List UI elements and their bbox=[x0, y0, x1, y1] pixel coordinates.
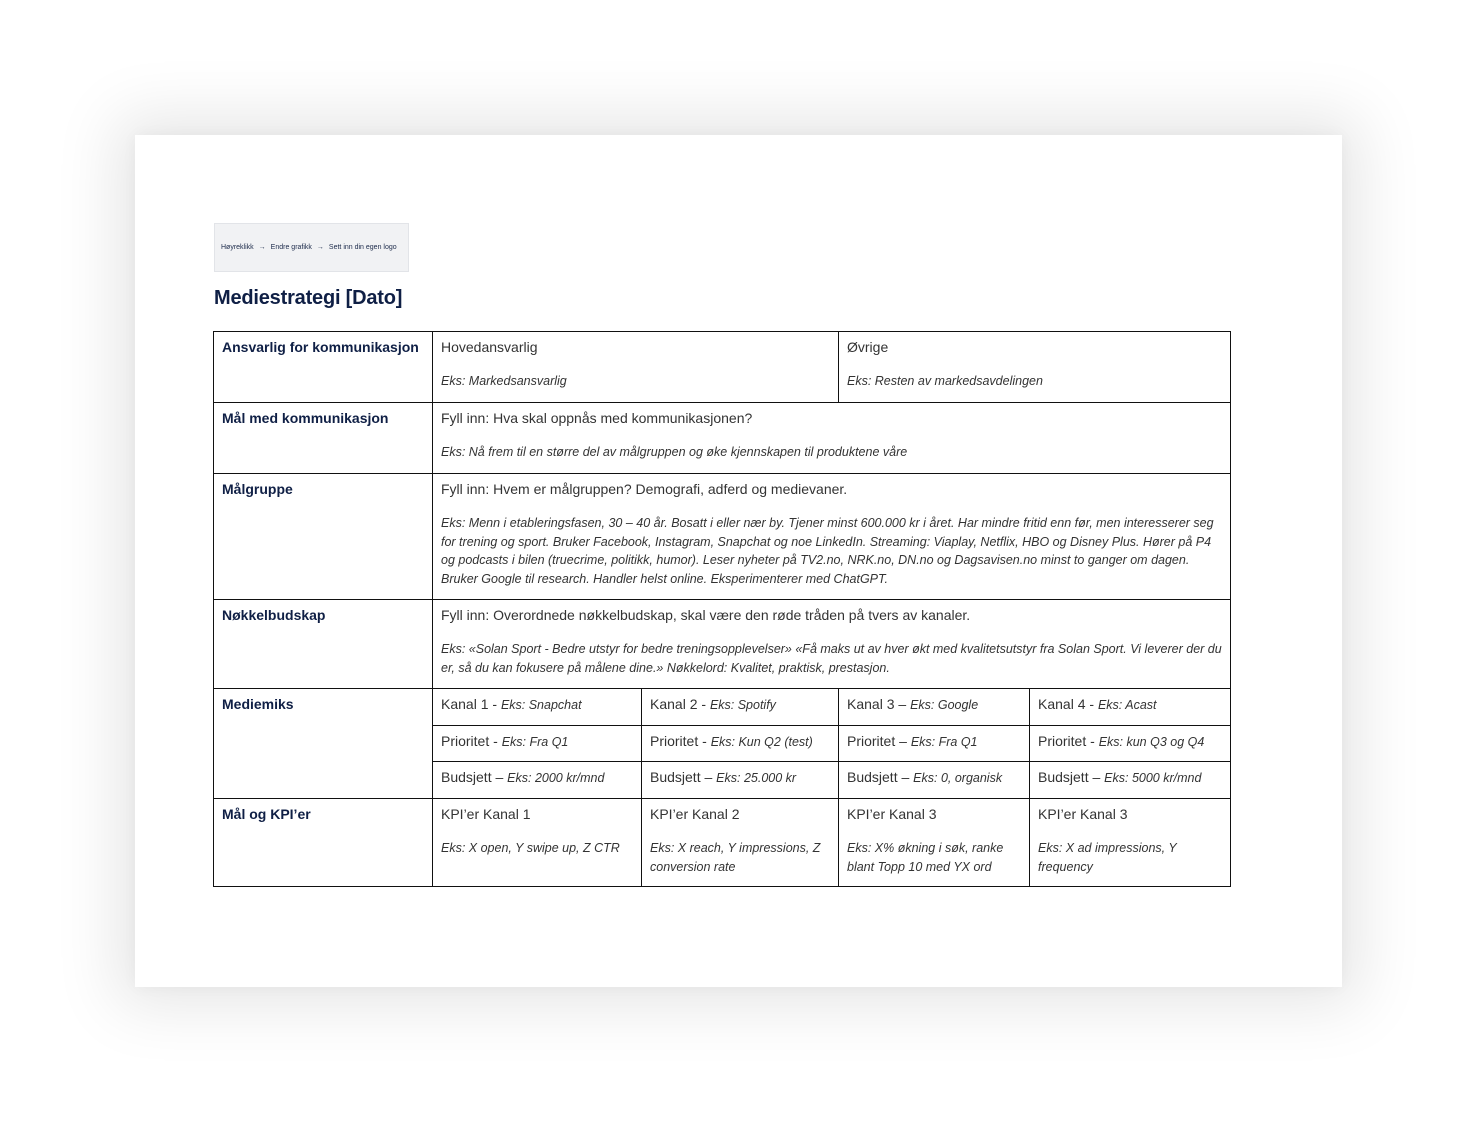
maalgruppe-example: Eks: Menn i etableringsfasen, 30 – 40 år. Bosatt i eller nær by. Tjener minst 600.000 kr i året. Har mindre fritid enn før, men interesserer seg for trening og sport. Bruker Facebook, Instagram, Snapchat og noe LinkedIn. Streaming: Viaplay, Netflix, HBO og Disney Plus. Hører på P4 og podcasts i bilen (truecrime, politikk, humor). Leser nyheter på TV2.no, NRK.no, DN.no og Dagsavisen.no minst to ganger om dagen. Bruker Google til research. Handler helst online. Eksperimenterer med ChatGPT. bbox=[441, 516, 1214, 586]
logo-hint-step2: Endre grafikk bbox=[270, 244, 312, 251]
kpi-3-example: Eks: X% økning i søk, ranke blant Topp 10 med YX ord bbox=[847, 841, 1004, 874]
row-label-mediemiks: Mediemiks bbox=[214, 689, 433, 799]
cell-kanal-4[interactable] bbox=[1030, 689, 1231, 726]
kanal-1-example: Eks: Snapchat bbox=[500, 698, 582, 712]
cell-ovrige[interactable] bbox=[839, 332, 1231, 403]
cell-kpi-1[interactable] bbox=[433, 799, 642, 887]
maal-example: Eks: Nå frem til en større del av målgruppen og øke kjennskapen til produktene våre bbox=[441, 445, 908, 459]
row-label-kpi: Mål og KPI’er bbox=[214, 799, 433, 887]
kpi-3-title: KPI’er Kanal 3 bbox=[847, 806, 937, 822]
cell-kpi-4[interactable] bbox=[1030, 799, 1231, 887]
budsjett-4-label: Budsjett – bbox=[1038, 769, 1105, 785]
prioritet-1-example: Eks: Fra Q1 bbox=[501, 735, 569, 749]
logo-hint-step3: Sett inn din egen logo bbox=[328, 244, 397, 251]
maalgruppe-lead: Fyll inn: Hvem er målgruppen? Demografi, adferd og medievaner. bbox=[441, 481, 848, 497]
table-row bbox=[214, 403, 1231, 474]
prioritet-1-label: Prioritet - bbox=[441, 733, 502, 749]
arrow-right-icon: → bbox=[258, 244, 266, 251]
logo-placeholder[interactable] bbox=[214, 223, 409, 272]
cell-budskap[interactable] bbox=[433, 600, 1231, 689]
cell-prioritet-3[interactable] bbox=[839, 726, 1030, 762]
cell-prioritet-4[interactable] bbox=[1030, 726, 1231, 762]
budsjett-1-example: Eks: 2000 kr/mnd bbox=[507, 771, 605, 785]
prioritet-4-label: Prioritet - bbox=[1038, 733, 1099, 749]
kpi-4-example: Eks: X ad impressions, Y frequency bbox=[1038, 841, 1177, 874]
row-label-maalgruppe: Målgruppe bbox=[214, 474, 433, 600]
document-page bbox=[135, 135, 1342, 987]
maal-lead: Fyll inn: Hva skal oppnås med kommunikasjonen? bbox=[441, 410, 753, 426]
table-row bbox=[214, 474, 1231, 600]
kanal-2-example: Eks: Spotify bbox=[709, 698, 776, 712]
budsjett-4-example: Eks: 5000 kr/mnd bbox=[1104, 771, 1202, 785]
kpi-2-title: KPI’er Kanal 2 bbox=[650, 806, 740, 822]
strategy-table bbox=[213, 331, 1231, 887]
prioritet-2-label: Prioritet - bbox=[650, 733, 711, 749]
kpi-1-example: Eks: X open, Y swipe up, Z CTR bbox=[441, 841, 620, 855]
budskap-example: Eks: «Solan Sport - Bedre utstyr for bedre treningsopplevelser» «Få maks ut av hver økt med kvalitetsutstyr fra Solan Sport. Vi leverer der du er, så du kan fokusere på målene dine.» Nøkkelord: Kvalitet, praktisk, prestasjon. bbox=[441, 642, 1222, 675]
budsjett-3-example: Eks: 0, organisk bbox=[913, 771, 1003, 785]
arrow-right-icon: → bbox=[316, 244, 324, 251]
ovrige-label: Øvrige bbox=[847, 339, 889, 355]
kanal-2-name: Kanal 2 - bbox=[650, 696, 710, 712]
row-label-maal: Mål med kommunikasjon bbox=[214, 403, 433, 474]
logo-hint-step1: Høyreklikk bbox=[221, 244, 254, 251]
cell-budsjett-2[interactable] bbox=[642, 762, 839, 799]
prioritet-4-example: Eks: kun Q3 og Q4 bbox=[1098, 735, 1205, 749]
budsjett-1-label: Budsjett – bbox=[441, 769, 508, 785]
table-row bbox=[214, 799, 1231, 887]
kanal-3-name: Kanal 3 – bbox=[847, 696, 911, 712]
table-row bbox=[214, 689, 1231, 726]
table-row bbox=[214, 600, 1231, 689]
prioritet-2-example: Eks: Kun Q2 (test) bbox=[710, 735, 813, 749]
cell-maal[interactable] bbox=[433, 403, 1231, 474]
cell-prioritet-2[interactable] bbox=[642, 726, 839, 762]
kpi-2-example: Eks: X reach, Y impressions, Z conversion rate bbox=[650, 841, 821, 874]
kanal-3-example: Eks: Google bbox=[910, 698, 979, 712]
row-label-budskap: Nøkkelbudskap bbox=[214, 600, 433, 689]
cell-budsjett-4[interactable] bbox=[1030, 762, 1231, 799]
row-label-ansvarlig: Ansvarlig for kommunikasjon bbox=[214, 332, 433, 403]
cell-kpi-3[interactable] bbox=[839, 799, 1030, 887]
hovedansvarlig-label: Hovedansvarlig bbox=[441, 339, 538, 355]
prioritet-3-example: Eks: Fra Q1 bbox=[910, 735, 978, 749]
hovedansvarlig-example: Eks: Markedsansvarlig bbox=[441, 374, 567, 388]
cell-kpi-2[interactable] bbox=[642, 799, 839, 887]
cell-prioritet-1[interactable] bbox=[433, 726, 642, 762]
budskap-lead: Fyll inn: Overordnede nøkkelbudskap, skal være den røde tråden på tvers av kanaler. bbox=[441, 607, 971, 623]
cell-budsjett-3[interactable] bbox=[839, 762, 1030, 799]
kpi-1-title: KPI’er Kanal 1 bbox=[441, 806, 531, 822]
ovrige-example: Eks: Resten av markedsavdelingen bbox=[847, 374, 1043, 388]
cell-budsjett-1[interactable] bbox=[433, 762, 642, 799]
cell-kanal-2[interactable] bbox=[642, 689, 839, 726]
cell-hovedansvarlig[interactable] bbox=[433, 332, 839, 403]
cell-maalgruppe[interactable] bbox=[433, 474, 1231, 600]
kpi-4-title: KPI’er Kanal 3 bbox=[1038, 806, 1128, 822]
budsjett-2-label: Budsjett – bbox=[650, 769, 717, 785]
prioritet-3-label: Prioritet – bbox=[847, 733, 911, 749]
budsjett-3-label: Budsjett – bbox=[847, 769, 914, 785]
kanal-4-name: Kanal 4 - bbox=[1038, 696, 1098, 712]
page-title[interactable]: Mediestrategi [Dato] bbox=[214, 287, 403, 309]
cell-kanal-1[interactable] bbox=[433, 689, 642, 726]
kanal-1-name: Kanal 1 - bbox=[441, 696, 501, 712]
budsjett-2-example: Eks: 25.000 kr bbox=[716, 771, 797, 785]
cell-kanal-3[interactable] bbox=[839, 689, 1030, 726]
table-row bbox=[214, 332, 1231, 403]
kanal-4-example: Eks: Acast bbox=[1097, 698, 1157, 712]
